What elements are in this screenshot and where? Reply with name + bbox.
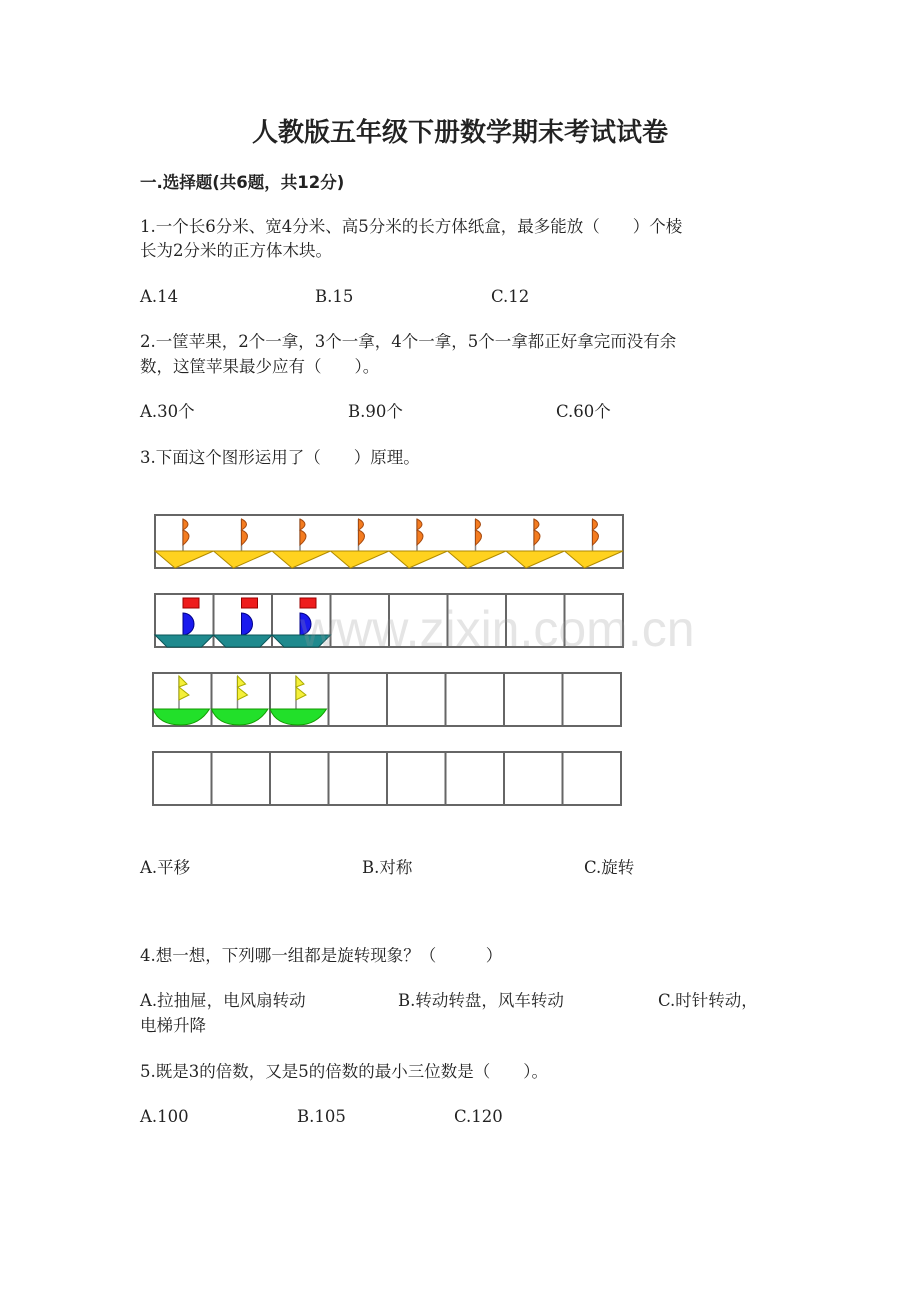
watermark: www.zixin.com.cn	[300, 601, 695, 657]
q5-option-c: C.120	[454, 1107, 503, 1126]
q3-option-a: A.平移	[140, 858, 191, 877]
q5-option-a: A.100	[140, 1107, 189, 1126]
orange-flag-icon	[359, 519, 365, 545]
q5-option-b: B.105	[297, 1107, 346, 1126]
orange-flag-icon	[417, 519, 423, 545]
yellow-flag-icon	[296, 676, 306, 700]
yellow-sail-hull	[331, 551, 390, 568]
q3-option-c: C.旋转	[584, 858, 635, 877]
blue-sail-icon	[242, 613, 253, 635]
yellow-sail-hull	[214, 551, 273, 568]
q2-option-c: C.60个	[556, 402, 611, 421]
yellow-sail-hull	[506, 551, 565, 568]
red-flag-icon	[242, 598, 258, 608]
teal-hull	[155, 635, 214, 647]
green-hull	[212, 709, 269, 725]
yellow-sail-hull	[389, 551, 448, 568]
q3-option-b: B.对称	[362, 858, 413, 877]
yellow-sail-hull	[272, 551, 331, 568]
yellow-flag-icon	[238, 676, 248, 700]
green-hull	[153, 709, 210, 725]
q4-option-a: A.拉抽屉，电风扇转动	[140, 991, 306, 1010]
orange-flag-icon	[242, 519, 248, 545]
q3-line1: 3.下面这个图形运用了（ ）原理。	[140, 448, 420, 467]
orange-flag-icon	[183, 519, 189, 545]
q2-option-b: B.90个	[348, 402, 403, 421]
orange-flag-icon	[534, 519, 540, 545]
orange-flag-icon	[300, 519, 306, 545]
yellow-sail-hull	[448, 551, 507, 568]
q2-line2: 数，这筐苹果最少应有（ ）。	[140, 357, 380, 376]
q1-option-c: C.12	[491, 287, 530, 306]
q4-line1: 4.想一想，下列哪一组都是旋转现象？（ ）	[140, 946, 503, 965]
q5-line1: 5.既是3的倍数，又是5的倍数的最小三位数是（ ）。	[140, 1062, 548, 1081]
section-heading: 一.选择题(共6题，共12分)	[140, 173, 345, 192]
q1-option-b: B.15	[315, 287, 354, 306]
q2-line1: 2.一筐苹果，2个一拿，3个一拿，4个一拿，5个一拿都正好拿完而没有余	[140, 332, 677, 351]
green-hull	[270, 709, 327, 725]
blue-sail-icon	[183, 613, 194, 635]
yellow-sail-hull	[155, 551, 214, 568]
orange-flag-icon	[593, 519, 599, 545]
q4-option-b: B.转动转盘，风车转动	[398, 991, 564, 1010]
q1-line1: 1.一个长6分米、宽4分米、高5分米的长方体纸盒，最多能放（ ）个棱	[140, 217, 683, 236]
q4-option-c-cont: 电梯升降	[140, 1016, 206, 1035]
page-title: 人教版五年级下册数学期末考试试卷	[251, 118, 668, 148]
yellow-sail-hull	[565, 551, 624, 568]
red-flag-icon	[183, 598, 199, 608]
q4-option-c: C.时针转动，	[658, 991, 758, 1010]
yellow-flag-icon	[179, 676, 189, 700]
q1-line2: 长为2分米的正方体木块。	[140, 241, 332, 260]
q1-option-a: A.14	[140, 287, 179, 306]
orange-flag-icon	[476, 519, 482, 545]
q2-option-a: A.30个	[140, 402, 195, 421]
teal-hull	[214, 635, 273, 647]
